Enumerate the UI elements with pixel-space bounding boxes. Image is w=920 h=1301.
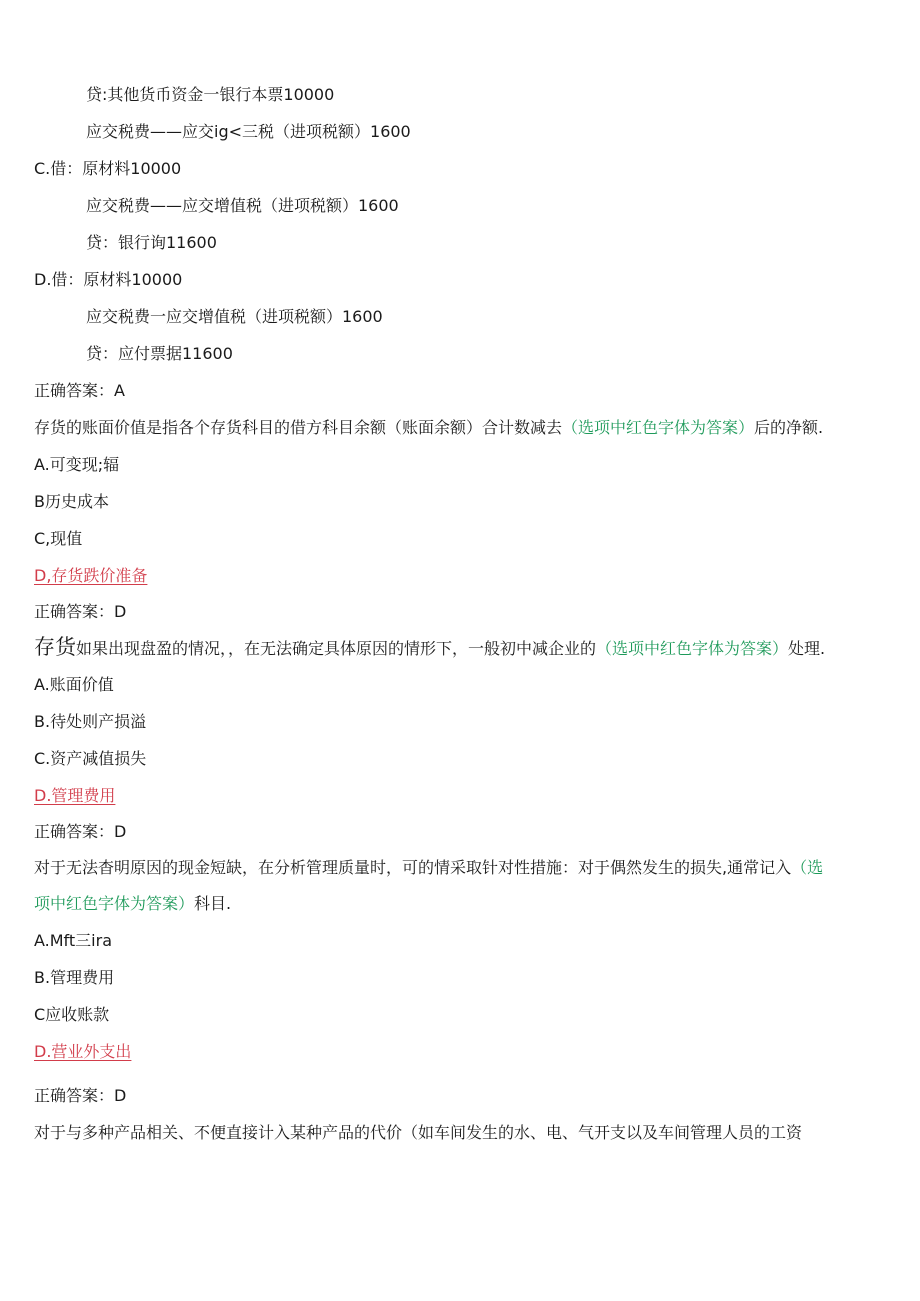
question-text: 处理. <box>788 639 826 658</box>
option-d-entry: D.借：原材料10000 <box>34 270 183 289</box>
journal-line: 贷:其他货币资金一银行本票10000 <box>86 85 335 104</box>
option-c: C.资产减值损失 <box>34 749 147 768</box>
option-c: C,现值 <box>34 529 83 548</box>
option-d-answer: D,存货跌价准备 <box>34 566 148 585</box>
question-text: 如果出现盘盈的情况，，在无法确定具体原因的情形下，一般初中减企业的 <box>76 639 597 658</box>
question-text: 科目. <box>194 894 232 913</box>
option-b: B.待处则产损溢 <box>34 712 147 731</box>
answer-hint: 项中红色字体为答案） <box>34 894 195 913</box>
question-stem <box>34 417 823 439</box>
journal-line: 贷：银行询11600 <box>86 233 217 252</box>
question-stem <box>34 857 823 879</box>
option-b: B历史成本 <box>34 492 109 511</box>
correct-answer: 正确答案：D <box>34 1086 127 1105</box>
question-text: 对于无法杳明原因的现金短缺，在分析管理质量时，可的情采取针对性措施：对于偶然发生的损失,通常记入 <box>34 858 792 877</box>
question-text: 后的净额. <box>754 418 824 437</box>
option-c: C应收账款 <box>34 1005 110 1024</box>
option-c-entry: C.借：原材料10000 <box>34 159 182 178</box>
answer-hint: （选项中红色字体为答案） <box>562 418 755 437</box>
correct-answer: 正确答案：D <box>34 822 127 841</box>
question-stem: 对于与多种产品相关、不便直接计入某种产品的代价（如车间发生的水、电、气开支以及车间管理人员的工资 <box>34 1123 803 1142</box>
question-text: 存货的账面价值是指各个存货科目的借方科目余额（账面余额）合计数减去 <box>34 418 563 437</box>
answer-hint: （选 <box>791 858 824 877</box>
option-d-answer: D.管理费用 <box>34 786 116 805</box>
journal-line: 应交税费一应交增值税（进项税额）1600 <box>86 307 383 326</box>
answer-hint: （选项中红色字体为答案） <box>596 639 789 658</box>
option-d-answer: D.营业外支出 <box>34 1042 132 1061</box>
question-stem <box>34 636 825 660</box>
question-text-large: 存货 <box>34 635 76 659</box>
journal-line: 应交税费——应交增值税（进项税额）1600 <box>86 196 399 215</box>
option-b: B.管理费用 <box>34 968 115 987</box>
option-a: A.可变现;辐 <box>34 455 120 474</box>
journal-line: 贷：应付票据11600 <box>86 344 233 363</box>
question-stem-continued <box>34 893 231 915</box>
correct-answer: 正确答案：A <box>34 381 125 400</box>
journal-line: 应交税费——应交ig<三税（进项税额）1600 <box>86 122 411 141</box>
option-a: A.Mft三ira <box>34 931 113 950</box>
option-a: A.账面价值 <box>34 675 114 694</box>
correct-answer: 正确答案：D <box>34 602 127 621</box>
